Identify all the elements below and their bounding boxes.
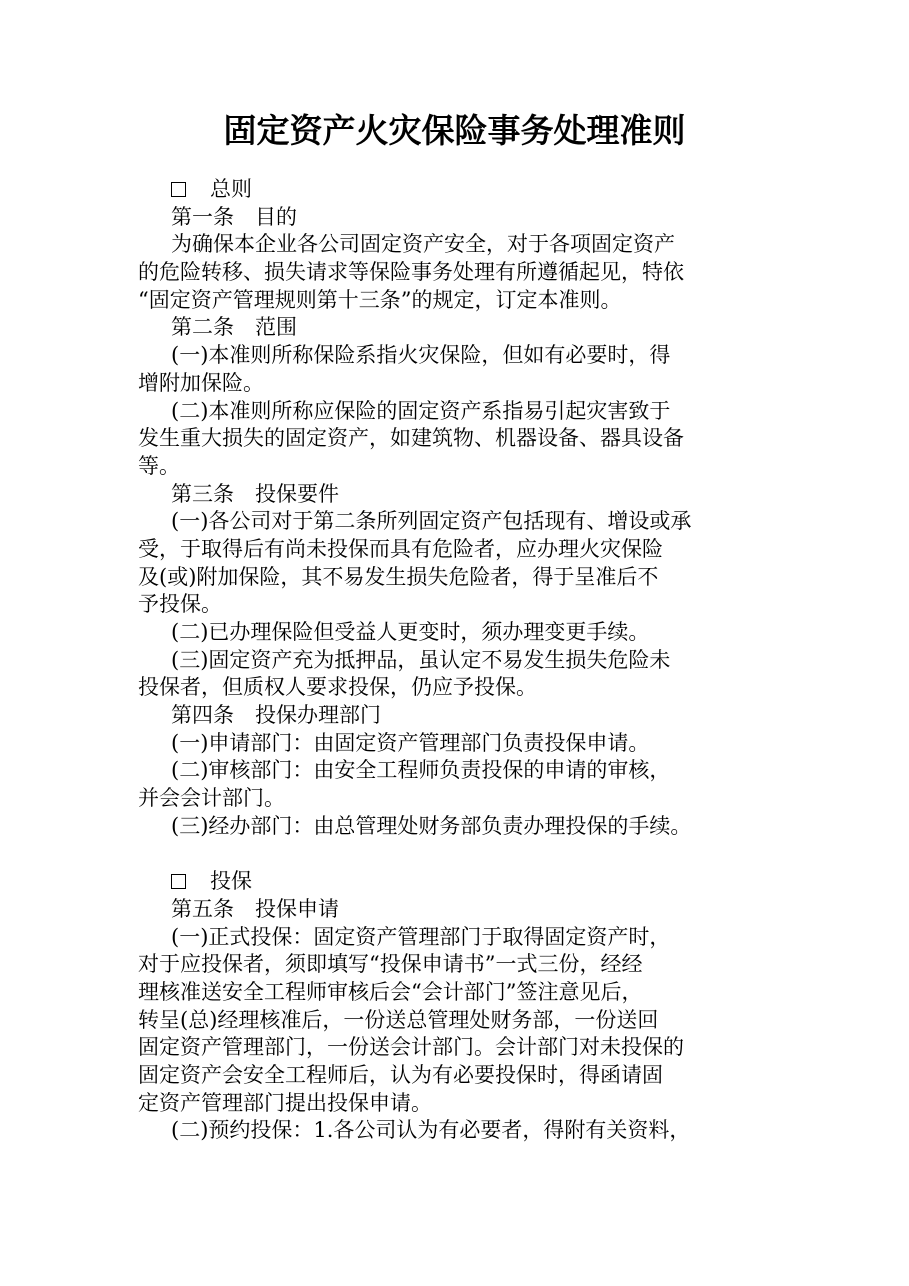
paragraph-line: (二)预约投保：1.各公司认为有必要者，得附有关资料， bbox=[171, 1118, 691, 1143]
paragraph-line: 第五条 投保申请 bbox=[171, 896, 339, 921]
paragraph-line: (一)正式投保：固定资产管理部门于取得固定资产时， bbox=[171, 924, 671, 949]
paragraph-line: 及(或)附加保险，其不易发生损失危险者，得于呈准后不 bbox=[138, 564, 659, 589]
paragraph-line: “固定资产管理规则第十三条”的规定，订定本准则。 bbox=[138, 287, 622, 312]
paragraph-line: 理核准送安全工程师审核后会“会计部门”签注意见后， bbox=[138, 979, 643, 1004]
paragraph-line: 受，于取得后有尚未投保而具有危险者，应办理火灾保险 bbox=[138, 536, 663, 561]
paragraph-line: 予投保。 bbox=[138, 592, 222, 617]
paragraph-line: 固定资产会安全工程师后，认为有必要投保时，得函请固 bbox=[138, 1063, 663, 1087]
paragraph-line: 发生重大损失的固定资产，如建筑物、机器设备、器具设备 bbox=[138, 426, 684, 451]
paragraph-line: (三)经办部门：由总管理处财务部负责办理投保的手续。 bbox=[171, 813, 692, 838]
paragraph-line: 第一条 目的 bbox=[171, 204, 297, 229]
paragraph-line: 为确保本企业各公司固定资产安全，对于各项固定资产 bbox=[171, 232, 675, 257]
paragraph-line: 等。 bbox=[138, 453, 180, 478]
paragraph-line: (二)本准则所称应保险的固定资产系指易引起灾害致于 bbox=[171, 398, 671, 423]
document-title: 固定资产火灾保险事务处理准则 bbox=[223, 111, 686, 150]
paragraph-line: (二)审核部门：由安全工程师负责投保的申请的审核， bbox=[171, 758, 671, 783]
paragraph-line: (一)各公司对于第二条所列固定资产包括现有、增设或承 bbox=[171, 509, 692, 534]
checkbox-square-icon bbox=[171, 182, 186, 197]
paragraph-line: 并会会计部门。 bbox=[138, 786, 285, 811]
paragraph-line: 增附加保险。 bbox=[138, 370, 264, 395]
blank-line bbox=[138, 841, 778, 869]
section-heading bbox=[138, 868, 778, 896]
paragraph-line: 对于应投保者，须即填写“投保申请书”一式三份，经经 bbox=[138, 952, 643, 977]
paragraph-line: 第二条 范围 bbox=[171, 315, 297, 340]
paragraph-line: 固定资产管理部门，一份送会计部门。会计部门对未投保的 bbox=[138, 1035, 684, 1060]
paragraph-line: (一)本准则所称保险系指火灾保险，但如有必要时，得 bbox=[171, 343, 671, 368]
paragraph-line: (三)固定资产充为抵押品，虽认定不易发生损失危险未 bbox=[171, 647, 671, 672]
section-heading-label: 总则 bbox=[210, 177, 252, 201]
section-heading-label: 投保 bbox=[210, 869, 252, 894]
paragraph-line: 的危险转移、损失请求等保险事务处理有所遵循起见，特依 bbox=[138, 260, 684, 285]
paragraph-line: (二)已办理保险但受益人更变时，须办理变更手续。 bbox=[171, 620, 650, 644]
paragraph-line: 第三条 投保要件 bbox=[171, 481, 339, 506]
paragraph-line: (一)申请部门：由固定资产管理部门负责投保申请。 bbox=[171, 730, 650, 755]
document-body bbox=[138, 176, 778, 1145]
section-heading bbox=[138, 176, 778, 204]
checkbox-square-icon bbox=[171, 874, 186, 889]
paragraph-line: 定资产管理部门提出投保申请。 bbox=[138, 1090, 432, 1115]
paragraph-line: 第四条 投保办理部门 bbox=[171, 703, 381, 728]
paragraph-line: 转呈(总)经理核准后，一份送总管理处财务部，一份送回 bbox=[138, 1007, 659, 1032]
paragraph-line: 投保者，但质权人要求投保，仍应予投保。 bbox=[138, 675, 537, 700]
